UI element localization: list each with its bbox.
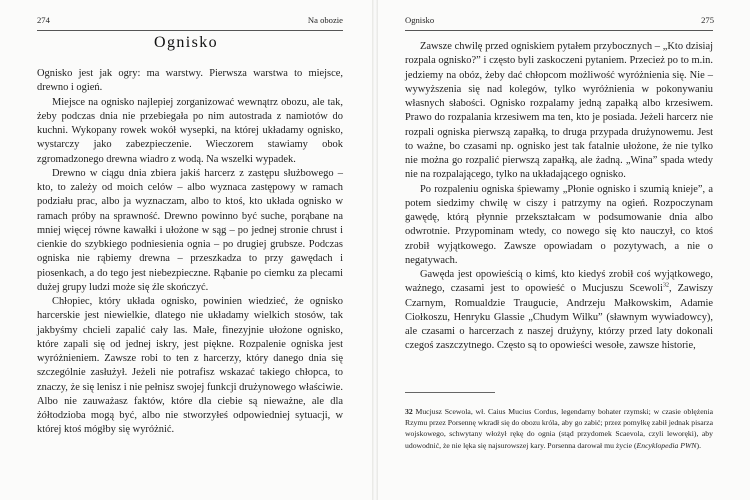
running-head: Na obozie <box>307 15 343 25</box>
footnote-text: Mucjusz Scewola, wł. Caius Mucius Cordus, legendarny bohater rzymski; w czasie oblężenia Rzymu przez Porsennę wkradł się do obozu króla, aby go zabić; przez pomyłkę zabił jednak pisarza wojskowego, schwytany włożył rękę do ognia (stąd przydomek Scaevola, czyli leworęki), aby udowodnić, że nie lęka się najsurowszej kary. Porsenna darował mu życie ( <box>405 407 713 450</box>
header-rule <box>37 30 343 31</box>
paragraph: Po rozpaleniu ogniska śpiewamy „Płonie ognisko i szumią knieje”, a potem siedzimy chwilę w ciszy i patrzymy na ogień. Rozpoczynam gawędę, którą płynnie przekształcam w podsumowanie dnia albo odwrotnie. Przypominam wtedy, co nowego się kto nauczył, co ktoś zrobił wyjątkowego. Zawsze opowiadam o pozytywach, a nie o negatywach. <box>405 183 713 266</box>
footnote-number: 32 <box>405 407 413 416</box>
footnote-reference[interactable]: 32 <box>662 282 669 289</box>
paragraph: Ognisko jest jak ogry: ma warstwy. Pierwsza warstwa to miejsce, drewno i ogień. <box>37 68 343 94</box>
header-rule <box>405 30 713 31</box>
body-text <box>37 67 343 438</box>
right-page <box>378 0 750 500</box>
footnote-source: Encyklopedia PWN <box>636 440 697 450</box>
paragraph: Chłopiec, który układa ognisko, powinien wiedzieć, że ognisko harcerskie jest niewielkie, dlatego nie układamy wielkich stosów, tak jakbyśmy chcieli zapalić cały las. Małe, finezyjnie ułożone ognisko, które zapali się od jednej iskry, jest piękne. Rozpalenie ogniska jest wyróżnieniem. Zawsze robi to ten z harcerzy, który danego dnia się szczególnie zasłużył. Jeżeli nie potrafisz wskazać takiego chłopca, to znaczy, że się lenisz i nie pełnisz swojej funkcji drużynowego właściwie. Albo nie zauważasz faktów, które dla ciebie są nieważne, ale dla żółtodzioba mogą być, albo nie stworzyłeś odpowiedniej sytuacji, w której ktoś mógłby się wyróżnić. <box>37 296 343 436</box>
footnote-rule <box>405 392 495 393</box>
page-number: 275 <box>701 15 714 25</box>
paragraph-text: , Zawiszy Czarnym, Romualdzie Traugucie, Andrzeju Małkowskim, Adamie Ciołkoszu, Henryku Glassie „Chudym Wilku” (sławnym wywiadowcy), ale czasami o harcerzach z naszej drużyny, którzy przed laty dokonali czegoś zaszczytnego. Często są to opowieści wesołe, zawsze historie, <box>405 283 714 352</box>
paragraph <box>405 268 713 354</box>
paragraph: Miejsce na ognisko najlepiej zorganizować wewnątrz obozu, ale tak, żeby podczas dnia nie przebiegała po nim autostrada z namiotów do kuchni. Wykopany rowek wokół wysepki, na której układamy ognisko, wystarczy jako zabezpieczenie. Wieczorem stawiamy obok zgromadzonego drewna wiadro z wodą. Na wszelki wypadek. <box>37 96 343 165</box>
footnote <box>405 406 713 451</box>
paragraph: Drewno w ciągu dnia zbiera jakiś harcerz z zastępu służbowego – kto, to zależy od moich celów – albo wyznaca zastępowy w ramach podziału prac, albo ja wyznaczam, albo to ktoś, kto układa ognisko w ramach próby na sprawność. Drewno powinno być suche, porąbane na mniej więcej równe kawałki i ułożone w sąg – po jednej stronie chrust i cienkie do szybkiego podniesienia ognia – po drugiej grubsze. Podczas ogniska nie rąbiemy drewna – przeszkadza to przy gawędach i piosenkach, a do tego jest niebezpieczne. Rąbanie po ciemku za plecami dużej grupy ludzi może się źle skończyć. <box>37 167 343 293</box>
running-head: Ognisko <box>405 15 435 25</box>
left-page <box>0 0 372 500</box>
paragraph-text: Gawęda jest opowieścią o kimś, kto kiedyś zrobił coś wyjątkowego, ważnego, czasami jest to opowieść o Mucjuszu Scewoli <box>405 269 713 295</box>
paragraph: Zawsze chwilę przed ogniskiem pytałem przybocznych – „Kto dzisiaj rozpala ognisko?” i często byli zaskoczeni pytaniem. Przecież po to m.in. jedziemy na obóz, żeby dać chłopcom możliwość wyróżnienia się. Nie – wywyższenia się nad kolegów, tylko wyróżnienia w pokonywaniu własnych słabości. Ognisko rozpalamy jedną zapałką albo krzesiwem. Prawo do rozpalania krzesiwem ma ten, kto je posiada. Jeżeli harcerz nie rozpali ogniska pierwszą zapałką, to druga przypada drużynowemu. Jest to ważne, bo czasami np. ognisko jest tak fatalnie ułożone, że nie tylko nie można go rozpalić pierwszą zapałką, ale żadną. „Wina” spada wtedy nie na rozpalającego, tylko na układającego ognisko. <box>405 41 713 181</box>
footnote-close: ). <box>696 440 702 450</box>
page-number: 274 <box>37 15 50 25</box>
chapter-title: Ognisko <box>153 34 219 51</box>
body-text <box>405 40 713 354</box>
